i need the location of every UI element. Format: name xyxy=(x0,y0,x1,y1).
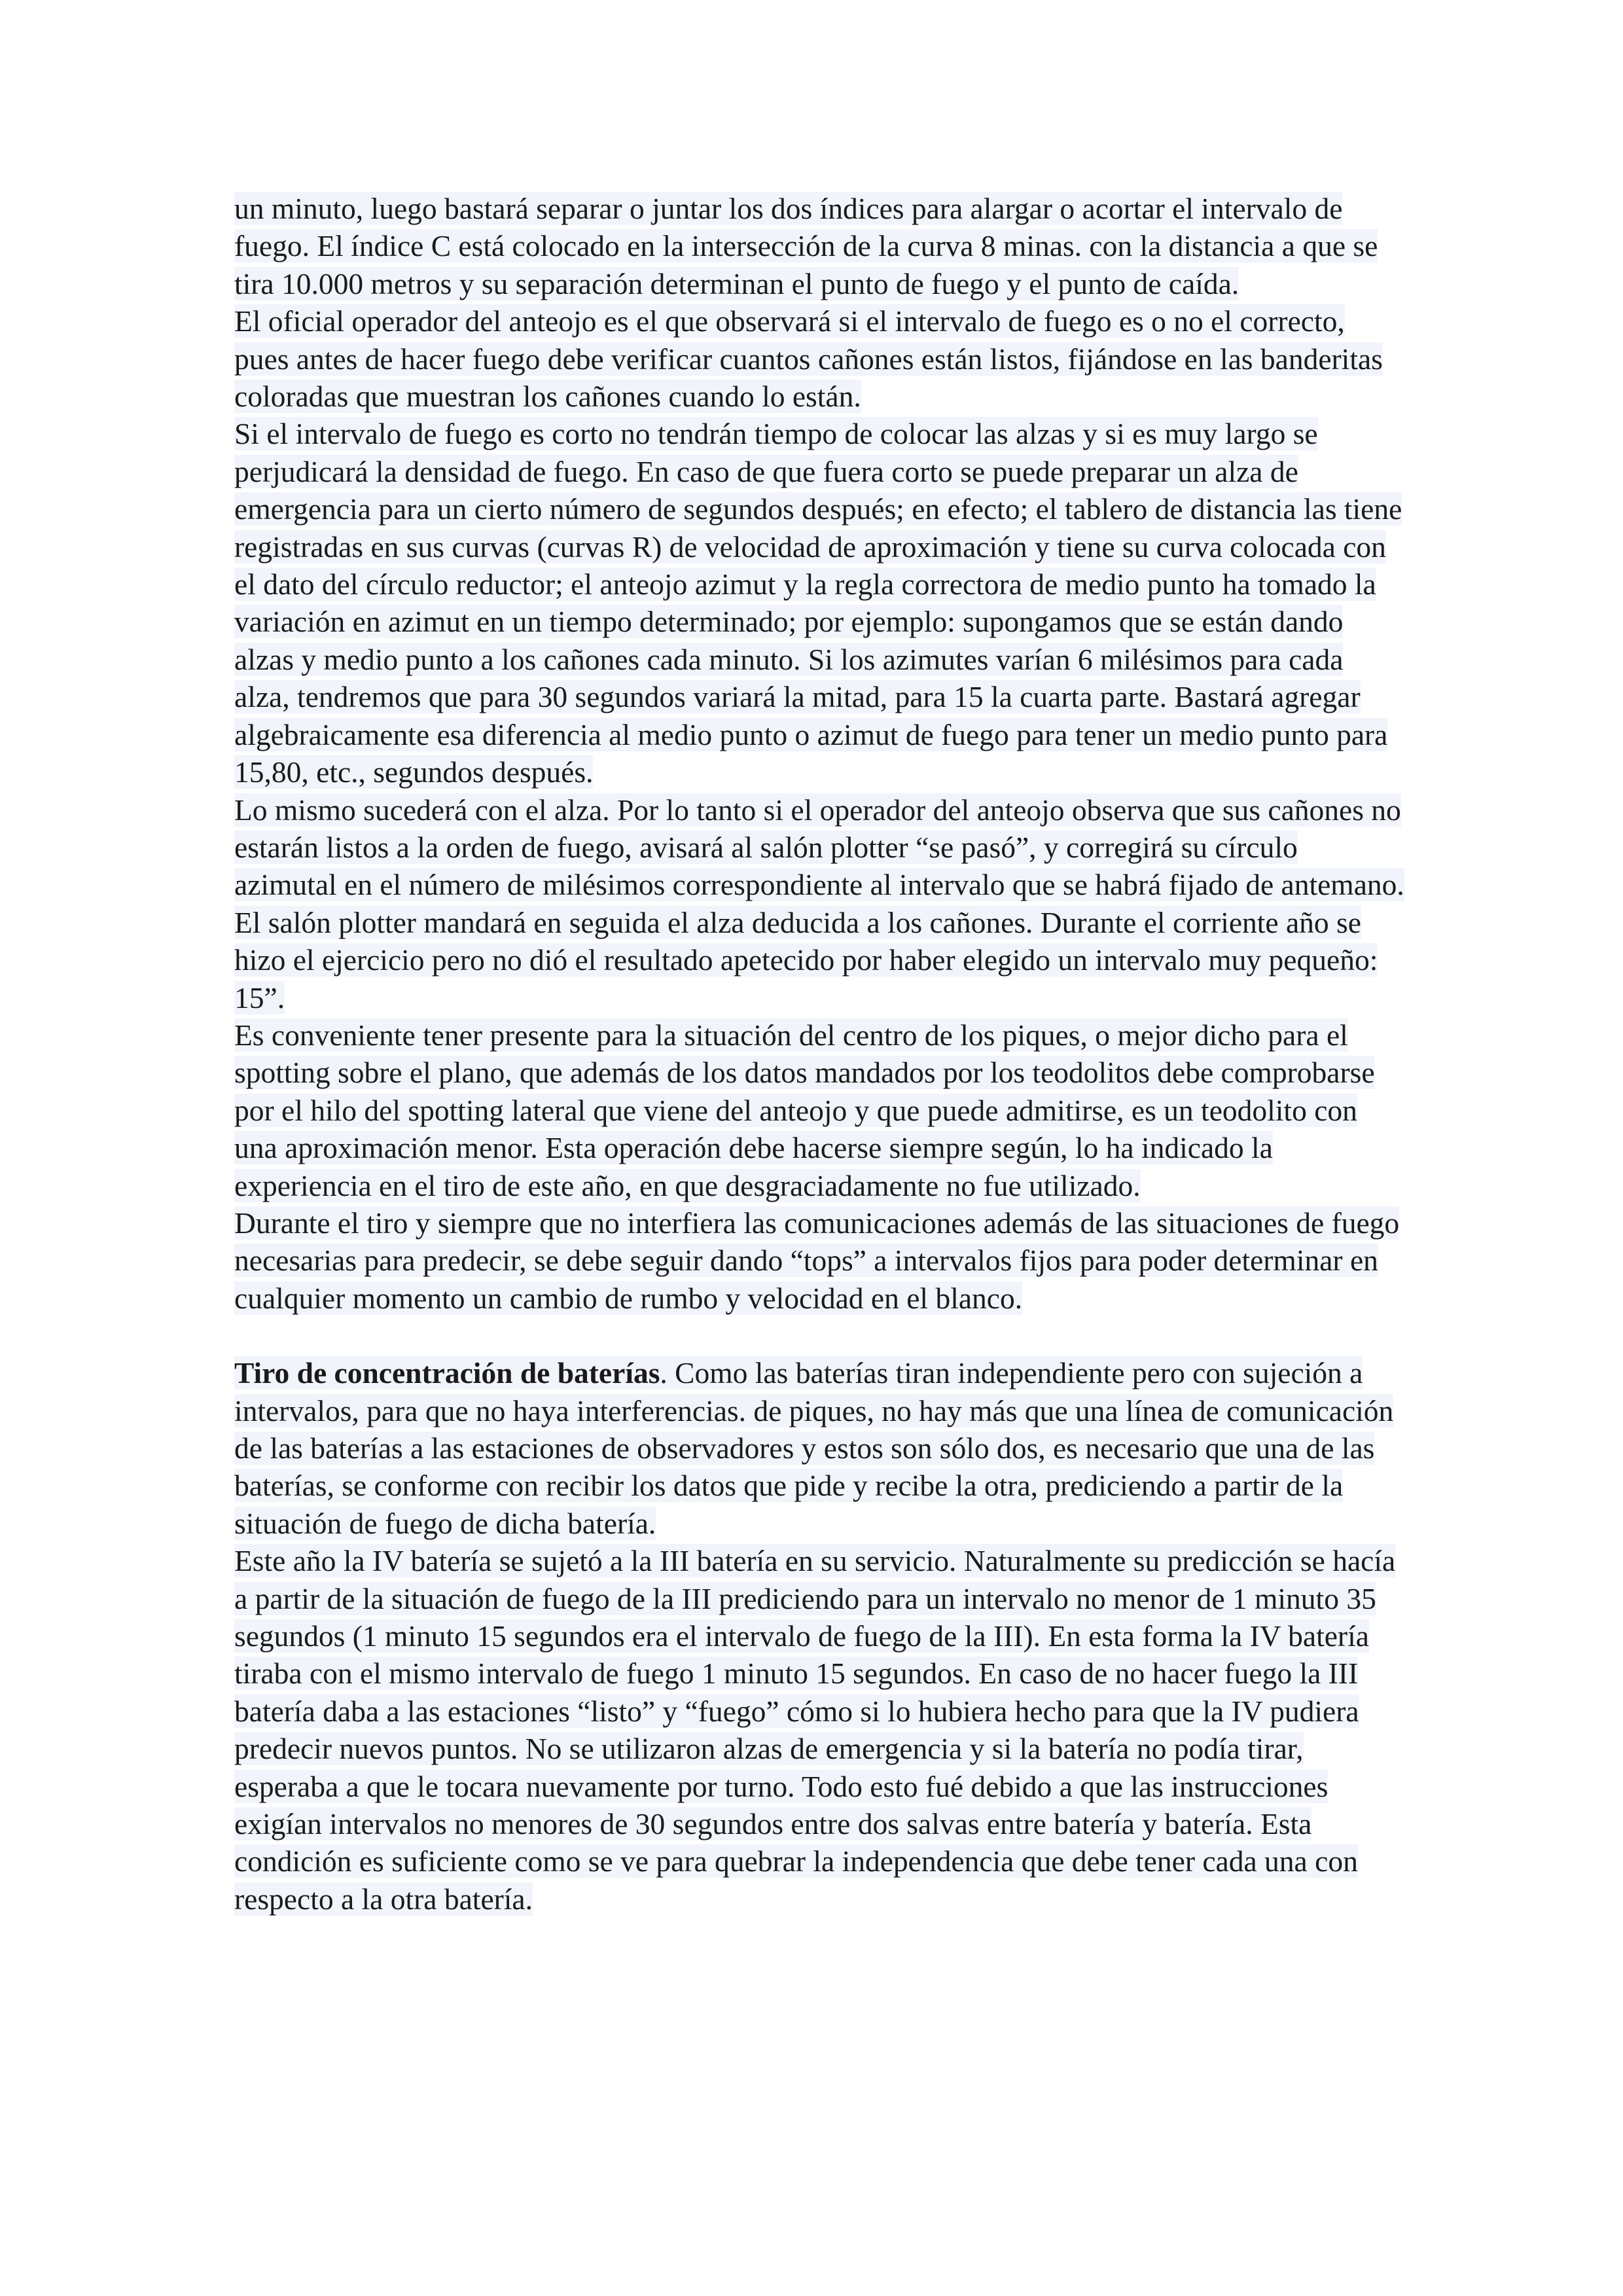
paragraph-2: El oficial operador del anteojo es el que observará si el intervalo de fuego es o no el correcto, pues antes de hacer fuego debe verificar cuantos cañones están listos, fijándose en las banderitas coloradas que muestran los cañones cuando lo están. xyxy=(234,304,1383,414)
paragraph-4: Lo mismo sucederá con el alza. Por lo tanto si el operador del anteojo observa que sus cañones no estarán listos a la orden de fuego, avisará al salón plotter “se pasó”, y corregirá su círculo azimutal en el número de milésimos correspondiente al intervalo que se habrá fijado de antemano. El salón plotter mandará en seguida el alza deducida a los cañones. Durante el corriente año se hizo el ejercicio pero no dió el resultado apetecido por haber elegido un intervalo muy pequeño: 15”. xyxy=(234,793,1404,1014)
paragraph-5: Es conveniente tener presente para la situación del centro de los piques, o mejor dicho para el spotting sobre el plano, que además de los datos mandados por los teodolitos debe comprobarse por el hilo del spotting lateral que viene del anteojo y que puede admitirse, es un teodolito con una aproximación menor. Esta operación debe hacerse siempre según, lo ha indicado la experiencia en el tiro de este año, en que desgraciadamente no fue utilizado. xyxy=(234,1018,1375,1202)
paragraph-3: Si el intervalo de fuego es corto no tendrán tiempo de colocar las alzas y si es muy largo se perjudicará la densidad de fuego. En caso de que fuera corto se puede preparar un alza de emergencia para un cierto número de segundos después; en efecto; el tablero de distancia las tiene registradas en sus curvas (curvas R) de velocidad de aproximación y tiene su curva colocada con el dato del círculo reductor; el anteojo azimut y la regla correctora de medio punto ha tomado la variación en azimut en un tiempo determinado; por ejemplo: supongamos que se están dando alzas y medio punto a los cañones cada minuto. Si los azimutes varían 6 milésimos para cada alza, tendremos que para 30 segundos variará la mitad, para 15 la cuarta parte. Bastará agregar algebraicamente esa diferencia al medio punto o azimut de fuego para tener un medio punto para 15,80, etc., segundos después. xyxy=(234,417,1402,789)
section-paragraph-1: Tiro de concentración de baterías. Como las baterías tiran independiente pero con sujeción a intervalos, para que no haya interferencias. de piques, no hay más que una línea de comunicación de las baterías a las estaciones de observadores y estos son sólo dos, es necesario que una de las baterías, se conforme con recibir los datos que pide y recibe la otra, prediciendo a partir de la situación de fuego de dicha batería. xyxy=(234,1356,1394,1540)
paragraph-1: un minuto, luego bastará separar o juntar los dos índices para alargar o acortar el intervalo de fuego. El índice C está colocado en la intersección de la curva 8 minas. con la distancia a que se tira 10.000 metros y su separación determinan el punto de fuego y el punto de caída. xyxy=(234,192,1378,300)
document-body xyxy=(234,190,1406,1918)
section-spacer xyxy=(234,1317,1406,1354)
section-paragraph-2: Este año la IV batería se sujetó a la III batería en su servicio. Naturalmente su predicción se hacía a partir de la situación de fuego de la III prediciendo para un intervalo no menor de 1 minuto 35 segundos (1 minuto 15 segundos era el intervalo de fuego de la III). En esta forma la IV batería tiraba con el mismo intervalo de fuego 1 minuto 15 segundos. En caso de no hacer fuego la III batería daba a las estaciones “listo” y “fuego” cómo si lo hubiera hecho para que la IV pudiera predecir nuevos puntos. No se utilizaron alzas de emergencia y si la batería no podía tirar, esperaba a que le tocara nuevamente por turno. Todo esto fué debido a que las instrucciones exigían intervalos no menores de 30 segundos entre dos salvas entre batería y batería. Esta condición es suficiente como se ve para quebrar la independencia que debe tener cada una con respecto a la otra batería. xyxy=(234,1544,1396,1916)
paragraph-6: Durante el tiro y siempre que no interfiera las comunicaciones además de las situaciones de fuego necesarias para predecir, se debe seguir dando “tops” a intervalos fijos para poder determinar en cualquier momento un cambio de rumbo y velocidad en el blanco. xyxy=(234,1206,1400,1315)
section-heading: Tiro de concentración de baterías xyxy=(234,1356,660,1390)
